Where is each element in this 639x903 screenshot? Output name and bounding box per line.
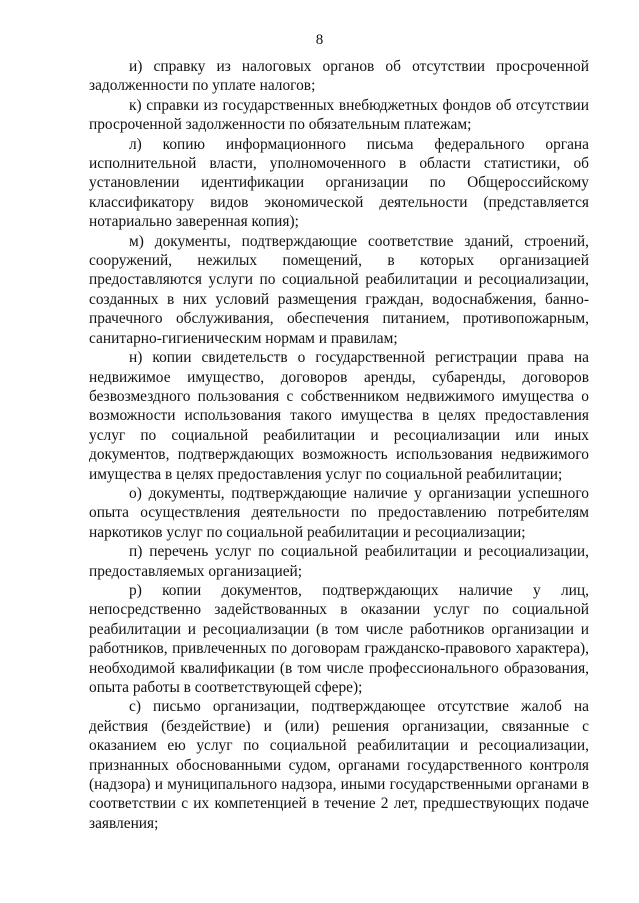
paragraph-l: л) копию информационного письма федерального органа исполнительной власти, уполномоченного в области статистики, об установлении идентификации организации по Общероссийскому классификатору видов экономической деятельности (представляется нотариально заверенная копия); [89,135,589,231]
paragraph-s: с) письмо организации, подтверждающее отсутствие жалоб на действия (бездействие) и (или) решения организации, связанные с оказанием ею услуг по социальной реабилитации и ресоциализации, признанных обоснованными судом, органами государственного контроля (надзора) и муниципального надзора, иными государственными органами в соответствии с их компетенцией в течение 2 лет, предшествующих подаче заявления; [89,698,589,832]
page-number: 8 [315,32,324,48]
paragraph-k: к) справки из государственных внебюджетных фондов об отсутствии просроченной задолженности по обязательным платежам; [89,96,589,134]
paragraph-m: м) документы, подтверждающие соответствие зданий, строений, сооружений, нежилых помещений, в которых организацией предоставляются услуги по социальной реабилитации и ресоциализации, созданных в них условий размещения граждан, водоснабжения, банно-прачечного обслуживания, обеспечения питанием, противопожарным, санитарно-гигиеническим нормам и правилам; [89,232,589,347]
paragraph-n: н) копии свидетельств о государственной регистрации права на недвижимое имущество, договоров аренды, субаренды, договоров безвозмездного пользования с собственником недвижимого имущества о возможности использования такого имущества в целях предоставления услуг по социальной реабилитации и ресоциализации или иных документов, подтверждающих возможность использования недвижимого имущества в целях предоставления услуг по социальной реабилитации; [89,349,589,483]
document-body [89,57,589,833]
paragraph-r: р) копии документов, подтверждающих наличие у лиц, непосредственно задействованных в оказании услуг по социальной реабилитации и ресоциализации (в том числе работников организации и работников, привлеченных по договорам гражданско-правового характера), необходимой квалификации (в том числе профессионального образования, опыта работы в соответствующей сфере); [89,581,589,696]
paragraph-p: п) перечень услуг по социальной реабилитации и ресоциализации, предоставляемых организацией; [89,543,589,580]
paragraph-i: и) справку из налоговых органов об отсутствии просроченной задолженности по уплате налогов; [89,58,589,95]
paragraph-o: о) документы, подтверждающие наличие у организации успешного опыта осуществления деятельности по предоставлению потребителям наркотиков услуг по социальной реабилитации и ресоциализации; [89,484,589,541]
